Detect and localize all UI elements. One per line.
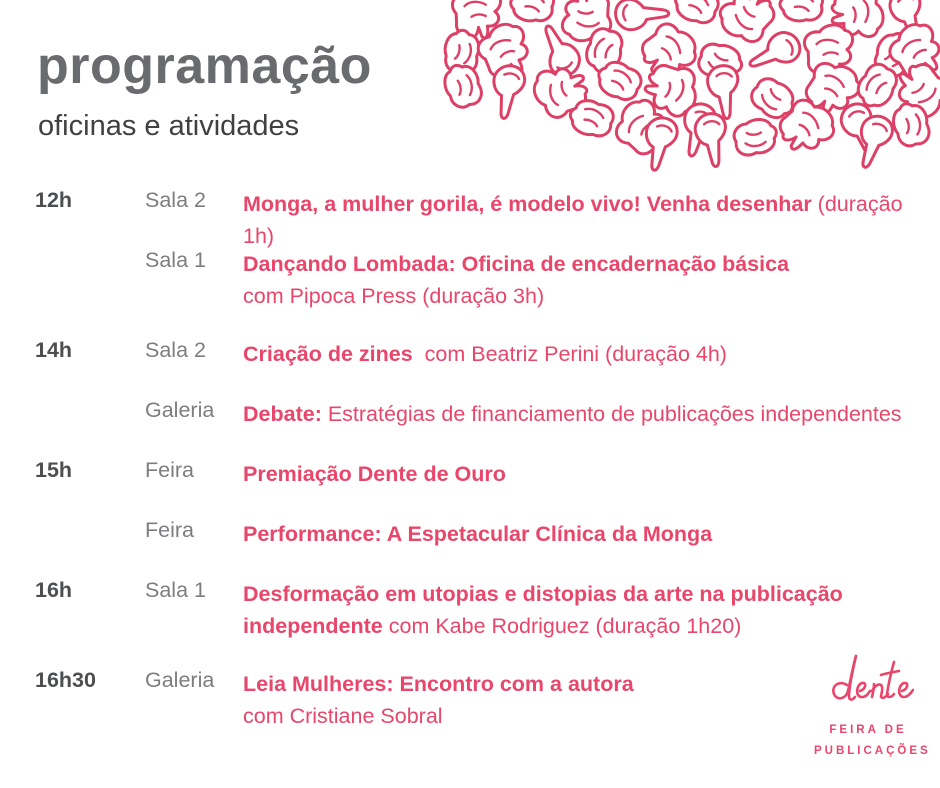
event-detail: com Beatriz Perini (duração 4h) [412, 342, 727, 366]
event-time: 14h [35, 338, 73, 362]
event-room: Galeria [145, 398, 215, 422]
event-title: independente [243, 614, 383, 638]
event-room: Sala 2 [145, 338, 206, 362]
logo-tagline-line1: FEIRA DE [829, 724, 907, 736]
event-title: Criação de zines [243, 342, 413, 366]
event-room: Feira [145, 518, 194, 542]
logo-tagline-line2: PUBLICAÇÕES [814, 745, 931, 757]
event-description [243, 578, 938, 642]
event-title: Debate: [243, 402, 322, 426]
event-description [243, 338, 938, 370]
event-time: 16h [35, 578, 73, 602]
event-detail: (duração 1h) [243, 192, 909, 248]
event-detail: Estratégias de financiamento de publicações independentes [321, 402, 902, 426]
event-room: Feira [145, 458, 194, 482]
event-detail: com Kabe Rodriguez (duração 1h20) [382, 614, 742, 638]
event-time: 12h [35, 188, 73, 212]
teeth-cluster-illustration [420, 0, 940, 172]
event-description [243, 248, 938, 312]
event-title: Premiação Dente de Ouro [243, 462, 506, 486]
event-description [243, 188, 938, 252]
page-subtitle: oficinas e atividades [38, 110, 300, 142]
page-title: programação [37, 37, 372, 95]
event-time: 15h [35, 458, 73, 482]
event-description [243, 398, 938, 430]
event-title: Leia Mulheres: Encontro com a autora [243, 672, 634, 696]
event-room: Sala 1 [145, 578, 206, 602]
event-title: Monga, a mulher gorila, é modelo vivo! Venha desenhar [243, 192, 812, 216]
event-title: Dançando Lombada: Oficina de encadernação básica [243, 252, 790, 276]
event-description [243, 518, 938, 550]
event-room: Sala 2 [145, 188, 206, 212]
event-detail: com Pipoca Press (duração 3h) [243, 284, 545, 308]
event-detail: com Cristiane Sobral [243, 704, 443, 728]
dente-handwritten-wordmark [822, 646, 914, 708]
event-room: Sala 1 [145, 248, 206, 272]
event-time: 16h30 [35, 668, 96, 692]
dente-logo [814, 646, 931, 762]
event-description [243, 458, 938, 490]
event-title: Desformação em utopias e distopias da arte na publicação [243, 582, 843, 606]
event-room: Galeria [145, 668, 215, 692]
event-title: Performance: A Espetacular Clínica da Monga [243, 522, 713, 546]
